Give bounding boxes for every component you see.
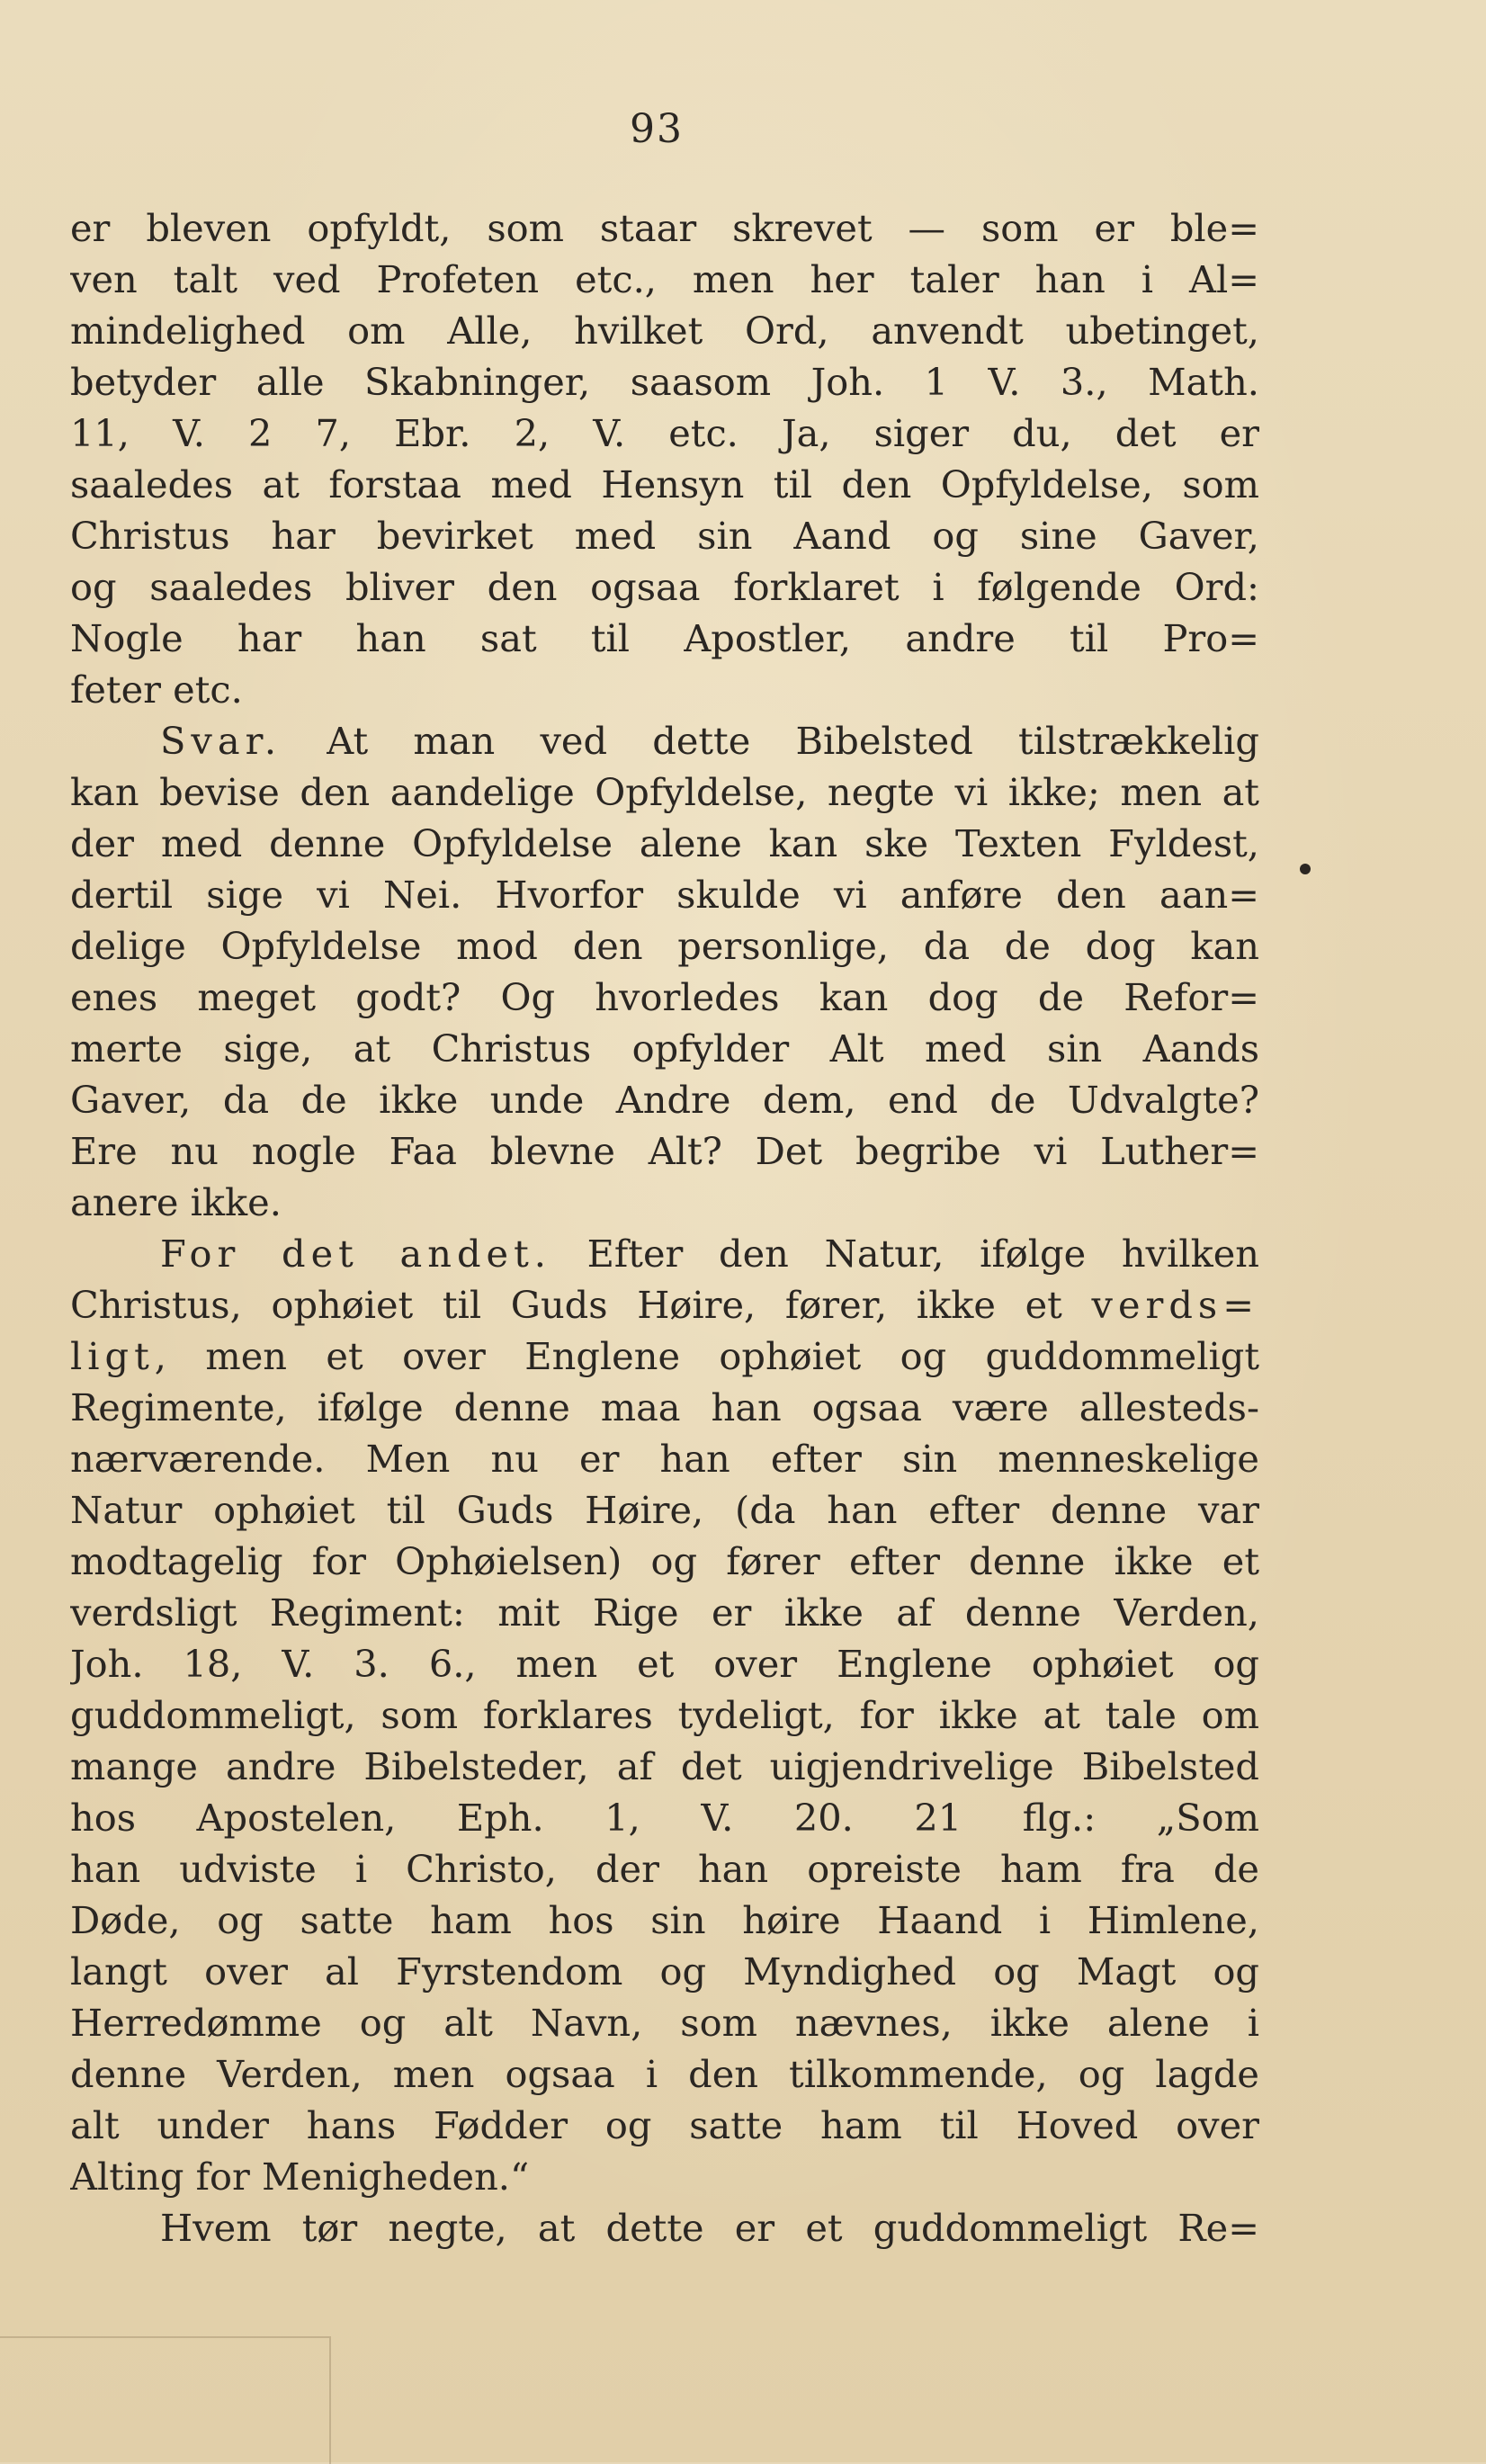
text-line: Ere nu nogle Faa blevne Alt? Det begribe vi Luther= [70, 1129, 1259, 1173]
text-line: er bleven opfyldt, som staar skrevet — som er ble= [70, 206, 1259, 250]
text-line: anere ikke. [70, 1180, 282, 1224]
paragraph-label: For det andet. [160, 1232, 551, 1276]
text-span: , men et over Englene ophøiet og guddommeligt [154, 1334, 1259, 1378]
text-line: langt over al Fyrstendom og Myndighed og Magt og [70, 1949, 1259, 1994]
text-line: dertil sige vi Nei. Hvorfor skulde vi anføre den aan= [70, 873, 1259, 917]
text-line: Døde, og satte ham hos sin høire Haand i Himlene, [70, 1898, 1259, 1942]
text-line: delige Opfyldelse mod den personlige, da de dog kan [70, 924, 1259, 968]
text-line: betyder alle Skabninger, saasom Joh. 1 V. 3., Math. [70, 360, 1259, 404]
paragraph-first-line [70, 715, 1259, 766]
text-line: Natur ophøiet til Guds Høire, (da han efter denne var [70, 1488, 1259, 1532]
paragraph-first-line [70, 1228, 1259, 1279]
body-text [70, 202, 1259, 2253]
text-span: At man ved dette Bibelsted tilstrækkelig [282, 719, 1259, 763]
text-line: Gaver, da de ikke unde Andre dem, end de Udvalgte? [70, 1078, 1259, 1122]
text-line: Nogle har han sat til Apostler, andre til Pro= [70, 616, 1259, 660]
text-line: 11, V. 2 7, Ebr. 2, V. etc. Ja, siger du, det er [70, 411, 1259, 455]
text-line: der med denne Opfyldelse alene kan ske Texten Fyldest, [70, 821, 1259, 865]
text-line: Alting for Menigheden.“ [70, 2155, 530, 2199]
text-line: Regimente, ifølge denne maa han ogsaa være allesteds- [70, 1385, 1259, 1429]
text-line: Christus har bevirket med sin Aand og sine Gaver, [70, 514, 1259, 558]
text-line: nærværende. Men nu er han efter sin menneskelige [70, 1437, 1259, 1481]
text-line: guddommeligt, som forklares tydeligt, for ikke at tale om [70, 1693, 1259, 1737]
text-line: hos Apostelen, Eph. 1, V. 20. 21 flg.: „Som [70, 1796, 1259, 1840]
text-line: ven talt ved Profeten etc., men her taler han i Al= [70, 257, 1259, 301]
paragraph-label: Svar. [160, 719, 282, 763]
text-line: merte sige, at Christus opfylder Alt med sin Aands [70, 1026, 1259, 1071]
text-line [70, 1331, 1259, 1382]
text-line: verdsligt Regiment: mit Rige er ikke af denne Verden, [70, 1590, 1259, 1635]
text-span: Christus, ophøiet til Guds Høire, fører, ikke et [70, 1283, 1092, 1327]
text-line: han udviste i Christo, der han opreiste ham fra de [70, 1847, 1259, 1891]
page-number: 93 [630, 106, 684, 152]
emphasis-span: verds= [1091, 1283, 1259, 1327]
text-line: modtagelig for Ophøielsen) og fører efter denne ikke et [70, 1539, 1259, 1583]
text-span: Efter den Natur, ifølge hvilken [551, 1232, 1259, 1276]
library-label-outline [0, 2336, 331, 2464]
text-line: denne Verden, men ogsaa i den tilkommende, og lagde [70, 2052, 1259, 2096]
text-line: mindelighed om Alle, hvilket Ord, anvendt ubetinget, [70, 309, 1259, 353]
text-line: og saaledes bliver den ogsaa forklaret i følgende Ord: [70, 565, 1259, 609]
text-line: feter etc. [70, 668, 243, 712]
text-line: kan bevise den aandelige Opfyldelse, negte vi ikke; men at [70, 770, 1259, 814]
paragraph-first-line: Hvem tør negte, at dette er et guddommeligt Re= [160, 2206, 1259, 2250]
ink-dot [1300, 864, 1311, 874]
text-line: mange andre Bibelsteder, af det uigjendrivelige Bibelsted [70, 1744, 1259, 1788]
emphasis-span: ligt [70, 1334, 155, 1378]
text-line: Joh. 18, V. 3. 6., men et over Englene ophøiet og [70, 1642, 1259, 1686]
text-line [70, 1279, 1259, 1331]
text-line: enes meget godt? Og hvorledes kan dog de Refor= [70, 975, 1259, 1019]
text-line: alt under hans Fødder og satte ham til Hoved over [70, 2103, 1259, 2147]
text-line: Herredømme og alt Navn, som nævnes, ikke alene i [70, 2001, 1259, 2045]
text-line: saaledes at forstaa med Hensyn til den Opfyldelse, som [70, 462, 1259, 506]
